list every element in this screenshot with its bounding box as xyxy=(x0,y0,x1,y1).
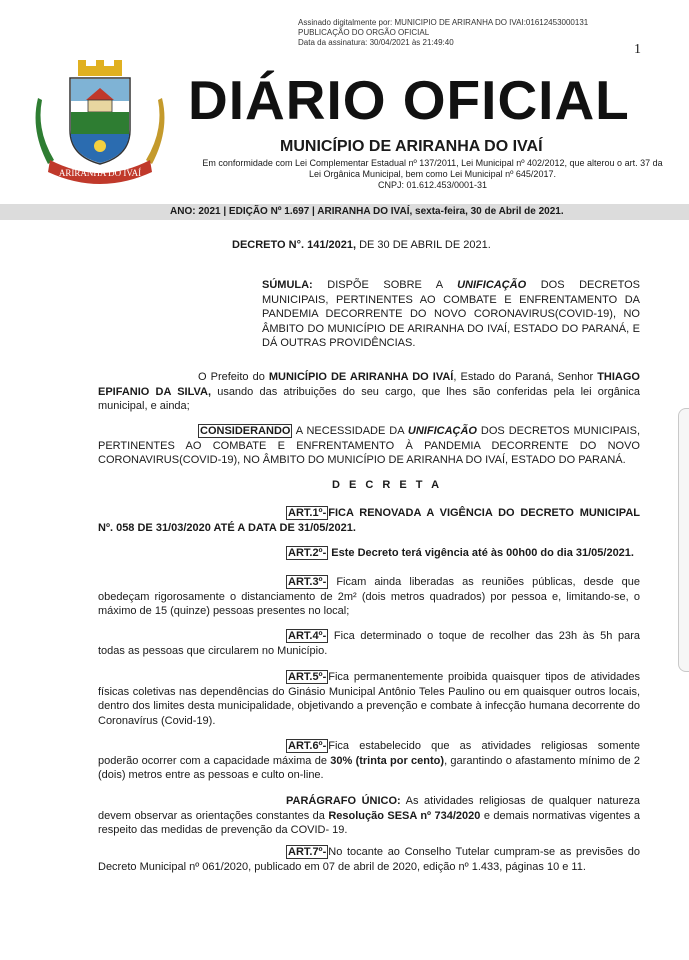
article-7 xyxy=(98,845,640,874)
summary-emphasis: UNIFICAÇÃO xyxy=(457,279,527,291)
article-3 xyxy=(98,575,640,619)
summary-text: DISPÕE SOBRE A xyxy=(312,279,458,291)
edition-bar xyxy=(0,204,689,220)
crest-ribbon-label: ARIRANHA DO IVAÍ xyxy=(58,168,142,178)
considerando-label: CONSIDERANDO xyxy=(200,425,291,437)
paragrafo-text: As atividades religiosas de qualquer natureza devem observar as orientações constantes da xyxy=(98,795,641,822)
article-text: Fica estabelecido que as atividades religiosas somente poderão ocorrer com a capacidade máxima de xyxy=(98,740,640,767)
considerando-emphasis: UNIFICAÇÃO xyxy=(407,425,477,437)
article-label: ART.6º- xyxy=(288,740,327,752)
article-bold: 30% (trinta por cento) xyxy=(330,754,445,767)
legal-basis xyxy=(190,158,675,191)
summary-paragraph xyxy=(262,278,640,351)
decreta-heading: D E C R E T A xyxy=(332,479,443,491)
article-label: ART.2º- xyxy=(288,547,327,559)
article-text: No tocante ao Conselho Tutelar cumpram-se as previsões do Decreto Municipal nº 061/2020, publicado em 07 de abril de 2020, edição nº 1.433, páginas 10 e 11. xyxy=(98,846,640,873)
paragrafo-bold: Resolução SESA nº 734/2020 xyxy=(328,809,481,822)
paragrafo-unico xyxy=(98,794,640,838)
edition-info: ANO: 2021 | EDIÇÃO Nº 1.697 | ARIRANHA DO IVAÍ, sexta-feira, 30 de Abril de 2021. xyxy=(170,206,564,217)
preamble-text: usando das atribuições do seu cargo, que lhes são conferidas pela lei orgânica municipal, e ainda; xyxy=(98,385,640,412)
legal-basis-line: Em conformidade com Lei Complementar Estadual nº 137/2011, Lei Municipal nº 402/2012, que alterou o art. 37 da xyxy=(202,158,663,168)
article-text: Fica permanentemente proibida quaisquer tipos de atividades físicas coletivas nas dependências do Ginásio Municipal Antônio Teles Paulino ou em quaisquer outros locais, dentro dos limites desta municipalidade, objetivando a prevenção e combate à infecção humana decorrente do Coronavírus (Covid-19). xyxy=(98,671,640,727)
page-number: 1 xyxy=(634,42,641,57)
article-text: Ficam ainda liberadas as reuniões públicas, desde que obedeçam rigorosamente o distanciamento de 2m² (dois metros quadrados) por pessoa e, limitando-se, o máximo de 15 (quinze) pessoas presentes no local; xyxy=(98,576,640,617)
decree-heading xyxy=(232,238,491,253)
decree-number: DECRETO N°. 141/2021, xyxy=(232,239,357,251)
article-5 xyxy=(98,670,640,728)
decree-date: DE 30 DE ABRIL DE 2021. xyxy=(356,239,491,251)
article-1 xyxy=(98,506,640,535)
preamble-text: O Prefeito do xyxy=(198,371,269,383)
municipal-crest-icon xyxy=(34,60,166,188)
article-label: ART.1º- xyxy=(288,507,327,519)
article-label: ART.4º- xyxy=(288,630,327,642)
article-label: ART.5º- xyxy=(288,671,327,683)
considerando-text: A NECESSIDADE DA xyxy=(292,425,408,437)
paragrafo-label: PARÁGRAFO ÚNICO: xyxy=(286,795,401,807)
paragrafo-text: e demais normativas vigentes a respeito das medidas de prevenção da COVID- 19. xyxy=(98,809,640,836)
article-text: FICA RENOVADA A VIGÊNCIA DO DECRETO MUNICIPAL Nº. 058 DE 31/03/2020 ATÉ A DATA DE 31/05/2021. xyxy=(98,507,640,534)
article-6 xyxy=(98,739,640,783)
preamble-paragraph xyxy=(98,370,640,414)
summary-label: SÚMULA: xyxy=(262,279,313,291)
preamble-bold: MUNICÍPIO DE ARIRANHA DO IVAÍ xyxy=(268,371,454,383)
signature-line: Data da assinatura: 30/04/2021 às 21:49:40 xyxy=(298,38,454,47)
summary-text: DOS DECRETOS MUNICIPAIS, PERTINENTES AO COMBATE E ENFRENTAMENTO DA PANDEMIA DECORRENTE DO NOVO CORONAVIRUS(COVID-19), NO ÂMBITO DO MUNICÍPIO DE ARIRANHA DO IVAÍ, ESTADO DO PARANÁ, E DÁ OUTRAS PROVIDÊNCIAS. xyxy=(262,279,640,349)
article-text: Fica determinado o toque de recolher das 23h às 5h para todas as pessoas que circularem no Município. xyxy=(98,630,640,657)
article-text: Este Decreto terá vigência até às 00h00 do dia 31/05/2021. xyxy=(328,547,634,559)
article-4 xyxy=(98,629,640,658)
digital-signature xyxy=(298,18,588,48)
preamble-text: , Estado do Paraná, Senhor xyxy=(453,371,598,383)
considerando-paragraph xyxy=(98,424,640,468)
scroll-handle[interactable] xyxy=(678,408,689,672)
signature-line: PUBLICAÇÃO DO ORGÃO OFICIAL xyxy=(298,28,430,37)
article-label: ART.7º- xyxy=(288,846,327,858)
mayor-name: THIAGO EPIFANIO DA SILVA, xyxy=(98,371,640,398)
page-title: DIÁRIO OFICIAL xyxy=(188,69,630,131)
article-label: ART.3º- xyxy=(288,576,327,588)
signature-line: Assinado digitalmente por: MUNICIPIO DE ARIRANHA DO IVAI:01612453000131 xyxy=(298,18,589,27)
municipality-name: MUNICÍPIO DE ARIRANHA DO IVAÍ xyxy=(280,138,543,155)
legal-basis-line: Lei Orgânica Municipal, bem como Lei Municipal nº 645/2017. xyxy=(309,169,556,179)
considerando-text: DOS DECRETOS MUNICIPAIS, PERTINENTES AO COMBATE E ENFRENTAMENTO À PANDEMIA DECORRENTE DO NOVO CORONAVIRUS(COVID-19), NO ÂMBITO DO MUNICÍPIO DE ARIRANHA DO IVAÍ, ESTADO DO PARANÁ. xyxy=(98,425,641,466)
article-2 xyxy=(98,546,640,561)
article-text: , garantindo o afastamento mínimo de 2 (dois) metros entre as pessoas e culto on-line. xyxy=(98,754,640,781)
cnpj: CNPJ: 01.612.453/0001-31 xyxy=(377,180,488,190)
